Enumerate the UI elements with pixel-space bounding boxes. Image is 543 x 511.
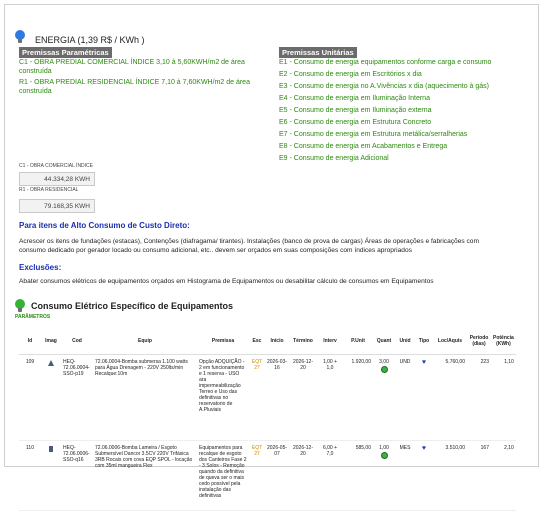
alto-consumo-heading: Para itens de Alto Consumo de Custo Direto: [19, 221, 190, 230]
cell-potencia: 1,10 [491, 354, 516, 440]
cell-loc-aquis: 5.760,00 [433, 354, 467, 440]
equipment-table [19, 328, 516, 511]
cell-unid: MES [395, 440, 415, 510]
unit-line: E1 - Consumo de energia equipamentos conforme carga e consumo [279, 59, 492, 66]
col-header[interactable]: Unid [395, 328, 415, 354]
parametric-line: construída [19, 68, 52, 75]
cell-interv: 6,00 + 7,0 [317, 440, 343, 510]
cell-unid: UND [395, 354, 415, 440]
unit-line: E3 - Consumo de energia no A.Vivências x dia (aquecimento à gás) [279, 83, 489, 90]
cell-id: 110 [19, 440, 41, 510]
col-header[interactable]: Cod [61, 328, 93, 354]
cell-esc: EQT 27 [249, 440, 265, 510]
col-header[interactable]: Imag [41, 328, 61, 354]
cell-premissa: Opção ADQUIÇÃO - 2 em funcionamento e 1 reserva - USO ara impermeabilização Terreo e Uso das definitivas no reservatorio de A.Pluviais [197, 354, 249, 440]
col-header[interactable]: Premissa [197, 328, 249, 354]
unit-line: E7 - Consumo de energia em Estrutura metálica/serralherias [279, 131, 468, 138]
col-header[interactable]: Quant [373, 328, 395, 354]
equipment-image-icon[interactable] [41, 354, 61, 440]
consumo-title: Consumo Elétrico Específico de Equipamentos [31, 301, 234, 311]
user-icon[interactable]: ♥ [421, 358, 427, 366]
energia-title: ENERGIA (1,39 R$ / KWh ) [35, 35, 145, 45]
unit-line: E8 - Consumo de energia em Acabamentos e Entrega [279, 143, 448, 150]
cell-tipo [415, 354, 433, 440]
exclusoes-heading: Exclusões: [19, 263, 62, 272]
cell-id: 109 [19, 354, 41, 440]
table-header-row [19, 328, 516, 354]
parametric-line: R1 - OBRA PREDIAL RESIDENCIAL ÍNDICE 7,10 à 7,60KWH/m2 de área [19, 79, 250, 86]
col-header[interactable]: Término [289, 328, 317, 354]
equipment-image-icon[interactable] [41, 440, 61, 510]
cell-termino: 2026-12-20 [289, 440, 317, 510]
cell-termino: 2026-12-20 [289, 354, 317, 440]
col-header[interactable]: Equip [93, 328, 197, 354]
cell-periodo: 223 [467, 354, 491, 440]
r1-value-field: 79.168,35 KWH [19, 199, 95, 213]
lightbulb-icon-green [15, 299, 25, 313]
cell-tipo [415, 440, 433, 510]
col-header[interactable]: Esc [249, 328, 265, 354]
cell-equip: 72.06.0006-Bomba Lameira / Esgoto Submersível Dancor 3.5CV 220V Trifásica 3RB Rocais com cova EQP SPOL - locação com 35ml mangueira Flex [93, 440, 197, 510]
unit-line: E5 - Consumo de energia em Iluminação externa [279, 107, 432, 114]
c1-label: C1 - OBRA COMERCIAL ÍNDICE [19, 163, 93, 169]
cell-quant [373, 440, 395, 510]
parametric-line: C1 - OBRA PREDIAL COMERCIAL ÍNDICE 3,10 à 5,60KWH/m2 de área [19, 59, 245, 66]
col-header[interactable]: Interv [317, 328, 343, 354]
col-header[interactable]: P.Unit [343, 328, 373, 354]
cell-potencia: 2,10 [491, 440, 516, 510]
cell-esc: EQT 27 [249, 354, 265, 440]
c1-value-field: 44.334,28 KWH [19, 172, 95, 186]
cell-equip: 72.06.0004-Bomba submersa 1.100 watts para Água Drenagem - 220V 250lts/min Recalque:10m [93, 354, 197, 440]
cell-cod: HEQ-72.06.0004-SSO-p19 [61, 354, 93, 440]
lightbulb-icon-blue [15, 30, 25, 44]
col-header[interactable]: Id [19, 328, 41, 354]
col-header[interactable]: Potência (KWh) [491, 328, 516, 354]
parametros-label: PARÂMETROS [15, 314, 51, 320]
r1-label: R1 - OBRA RESIDENCIAL [19, 187, 79, 193]
cell-premissa: Equipamentos para recalque de esgoto dos Canteiros Fase 2 - 3.Solos - Remoção quando da definitiva de queva ser o mais cedo possível pela instalação das definitivas [197, 440, 249, 510]
unit-header: Premissas Unitárias [279, 47, 357, 58]
parametric-header: Premissas Paramétricas [19, 47, 112, 58]
col-header[interactable]: Início [265, 328, 289, 354]
unit-line: E4 - Consumo de energia em Iluminação Interna [279, 95, 430, 102]
col-header[interactable]: Período (dias) [467, 328, 491, 354]
quant-value: 3,00 [379, 358, 389, 365]
cell-punit: 585,00 [343, 440, 373, 510]
unit-line: E9 - Consumo de energia Adicional [279, 155, 389, 162]
cell-quant [373, 354, 395, 440]
cell-inicio: 2026-03-16 [265, 354, 289, 440]
parametric-line: construída [19, 88, 52, 95]
table-row[interactable] [19, 440, 516, 510]
cell-interv: 1,00 + 1,0 [317, 354, 343, 440]
cell-punit: 1.920,00 [343, 354, 373, 440]
unit-line: E2 - Consumo de energia em Escritórios x dia [279, 71, 422, 78]
status-dot-icon[interactable] [381, 452, 388, 459]
alto-consumo-text-2: consumo dedicado por gerador locado ou consumo adicional, etc.. devem ser orçados em suas composições com índices apropriados [19, 247, 412, 254]
unit-line: E6 - Consumo de energia em Estrutura Concreto [279, 119, 432, 126]
cell-cod: HEQ-72.06.0006-SSO-q16 [61, 440, 93, 510]
alto-consumo-text-1: Acrescer os itens de fundações (estacas), Contenções (diafragama/ tirantes). Instalações (banco de prova de cargas) Áreas de operações e fabricações com [19, 238, 479, 245]
cell-inicio: 2026-05-07 [265, 440, 289, 510]
quant-value: 1,00 [379, 444, 389, 451]
cell-loc-aquis: 3.510,00 [433, 440, 467, 510]
user-icon[interactable]: ♥ [421, 444, 427, 452]
col-header[interactable]: Loc/Aquis [433, 328, 467, 354]
col-header[interactable]: Tipo [415, 328, 433, 354]
energy-panel [4, 4, 539, 499]
exclusoes-text: Abater consumos elétricos de equipamentos orçados em Histograma de Equipamentos ou desabilitar cálculo de consumos em Equipamentos [19, 278, 434, 285]
status-dot-icon[interactable] [381, 366, 388, 373]
table-row[interactable] [19, 354, 516, 440]
cell-periodo: 167 [467, 440, 491, 510]
